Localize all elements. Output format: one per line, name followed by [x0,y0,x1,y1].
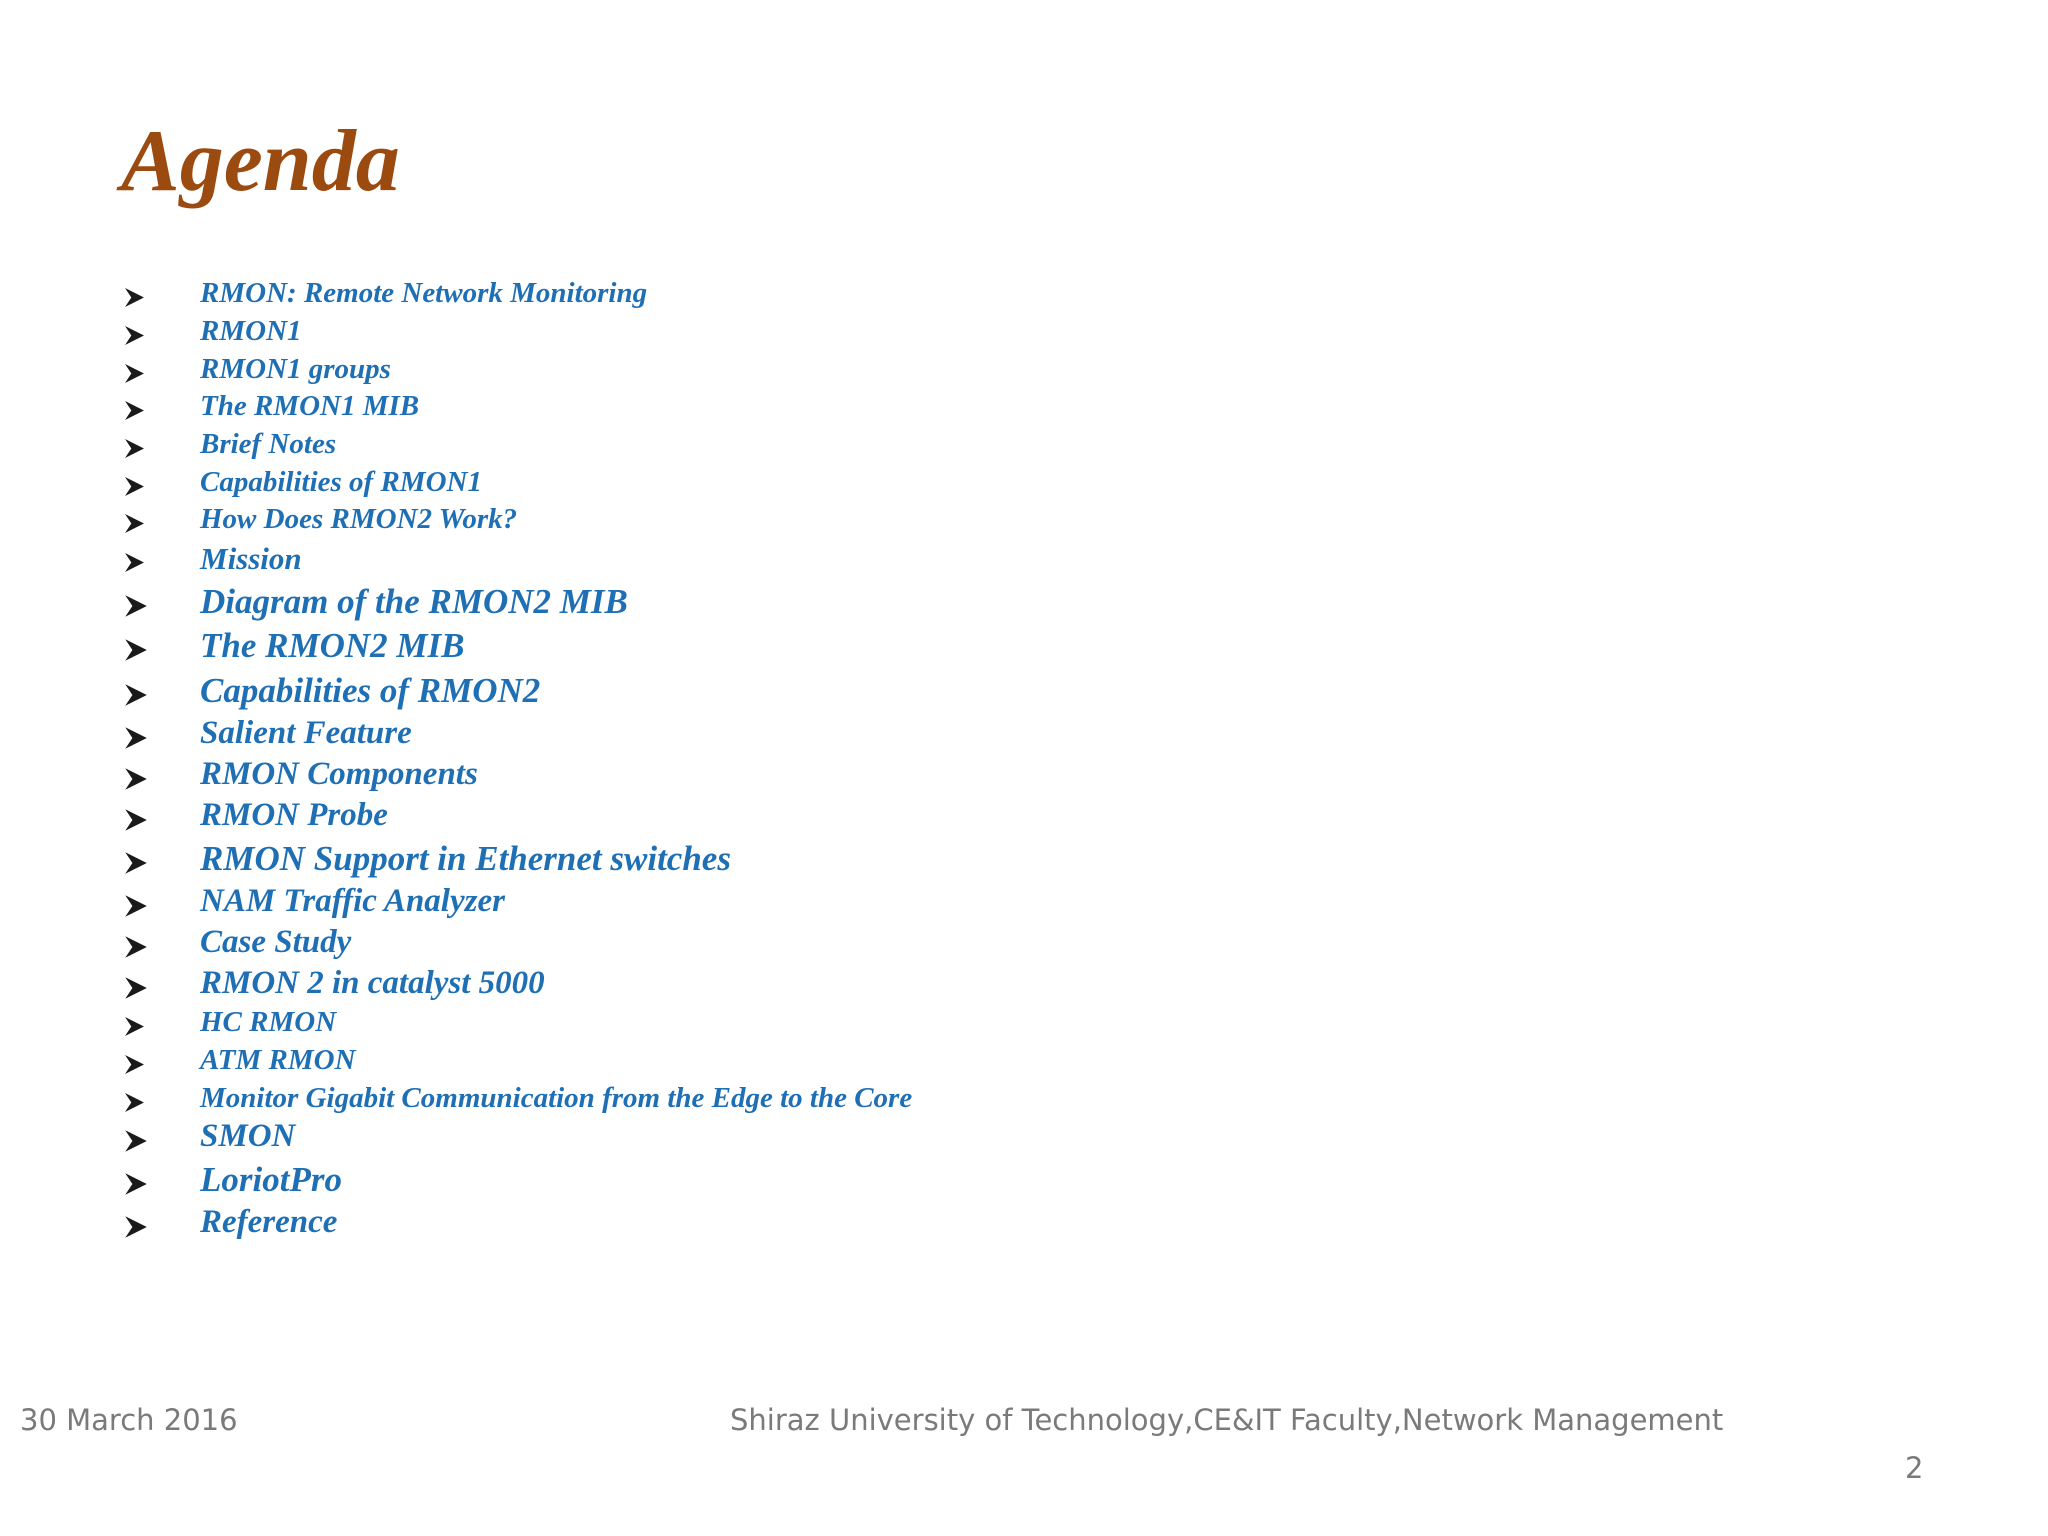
agenda-item-label: RMON1 groups [200,353,391,385]
arrowhead-bullet-icon [124,400,145,421]
arrowhead-bullet-icon [124,438,145,459]
agenda-item-label: Case Study [200,924,352,960]
agenda-item [0,799,1200,839]
agenda-item [0,468,1200,508]
arrowhead-bullet-icon [124,767,148,791]
agenda-item-label: RMON 2 in catalyst 5000 [200,965,545,1001]
arrowhead-bullet-icon [124,513,145,534]
arrowhead-bullet-icon [124,726,148,750]
agenda-item-label: SMON [200,1118,296,1154]
arrowhead-bullet-icon [124,287,145,308]
agenda-item-label: The RMON1 MIB [200,390,420,422]
agenda-item [0,673,1200,713]
agenda-item-label: LoriotPro [200,1160,342,1199]
arrowhead-bullet-icon [124,1054,145,1075]
arrowhead-bullet-icon [124,325,145,346]
arrowhead-bullet-icon [124,1092,145,1113]
arrowhead-bullet-icon [124,808,148,832]
footer-text: Shiraz University of Technology,CE&IT Faculty,Network Management [730,1403,1724,1437]
arrowhead-bullet-icon [124,894,148,918]
arrowhead-bullet-icon [124,1172,148,1196]
agenda-item-label: ATM RMON [200,1044,356,1076]
agenda-item [0,841,1200,881]
arrowhead-bullet-icon [124,1016,145,1037]
agenda-item-label: Reference [200,1204,338,1240]
agenda-item-label: NAM Traffic Analyzer [200,883,505,919]
agenda-item-label: How Does RMON2 Work? [200,503,518,535]
slide-title: Agenda [121,113,400,210]
agenda-item [0,317,1200,357]
arrowhead-bullet-icon [124,476,145,497]
agenda-item-label: The RMON2 MIB [200,626,465,665]
agenda-item-label: RMON: Remote Network Monitoring [200,277,648,309]
arrowhead-bullet-icon [124,851,148,875]
agenda-item [0,1120,1200,1160]
agenda-item [0,505,1200,545]
agenda-item [0,1162,1200,1202]
agenda-item [0,628,1200,668]
arrowhead-bullet-icon [124,935,148,959]
agenda-item [0,1046,1200,1086]
agenda-item-label: RMON Probe [200,797,388,833]
arrowhead-bullet-icon [124,1215,148,1239]
footer-date: 30 March 2016 [20,1403,238,1437]
agenda-item-label: RMON Support in Ethernet switches [200,839,731,878]
agenda-item-label: Diagram of the RMON2 MIB [200,582,628,621]
agenda-item [0,967,1200,1007]
arrowhead-bullet-icon [124,638,148,662]
arrowhead-bullet-icon [124,594,148,618]
agenda-item [0,1008,1200,1048]
agenda-item [0,885,1200,925]
agenda-item-label: Brief Notes [200,428,337,460]
arrowhead-bullet-icon [124,552,145,573]
arrowhead-bullet-icon [124,363,145,384]
agenda-item-label: Capabilities of RMON2 [200,671,541,710]
agenda-item [0,584,1200,624]
agenda-item [0,430,1200,470]
agenda-item-label: HC RMON [200,1006,337,1038]
agenda-item [0,543,1200,583]
agenda-item [0,392,1200,432]
arrowhead-bullet-icon [124,683,148,707]
agenda-item [0,1206,1200,1246]
agenda-item [0,355,1200,395]
agenda-item [0,1084,1200,1124]
agenda-item [0,279,1200,319]
agenda-item-label: RMON Components [200,756,478,792]
arrowhead-bullet-icon [124,1129,148,1153]
agenda-item-label: Monitor Gigabit Communication from the Edge to the Core [200,1082,913,1114]
agenda-item-label: RMON1 [200,315,302,347]
agenda-item-label: Salient Feature [200,715,412,751]
agenda-item-label: Mission [200,541,302,576]
agenda-item [0,717,1200,757]
agenda-item-label: Capabilities of RMON1 [200,466,482,498]
page-number: 2 [1905,1451,1924,1485]
agenda-item [0,758,1200,798]
arrowhead-bullet-icon [124,976,148,1000]
agenda-item [0,926,1200,966]
